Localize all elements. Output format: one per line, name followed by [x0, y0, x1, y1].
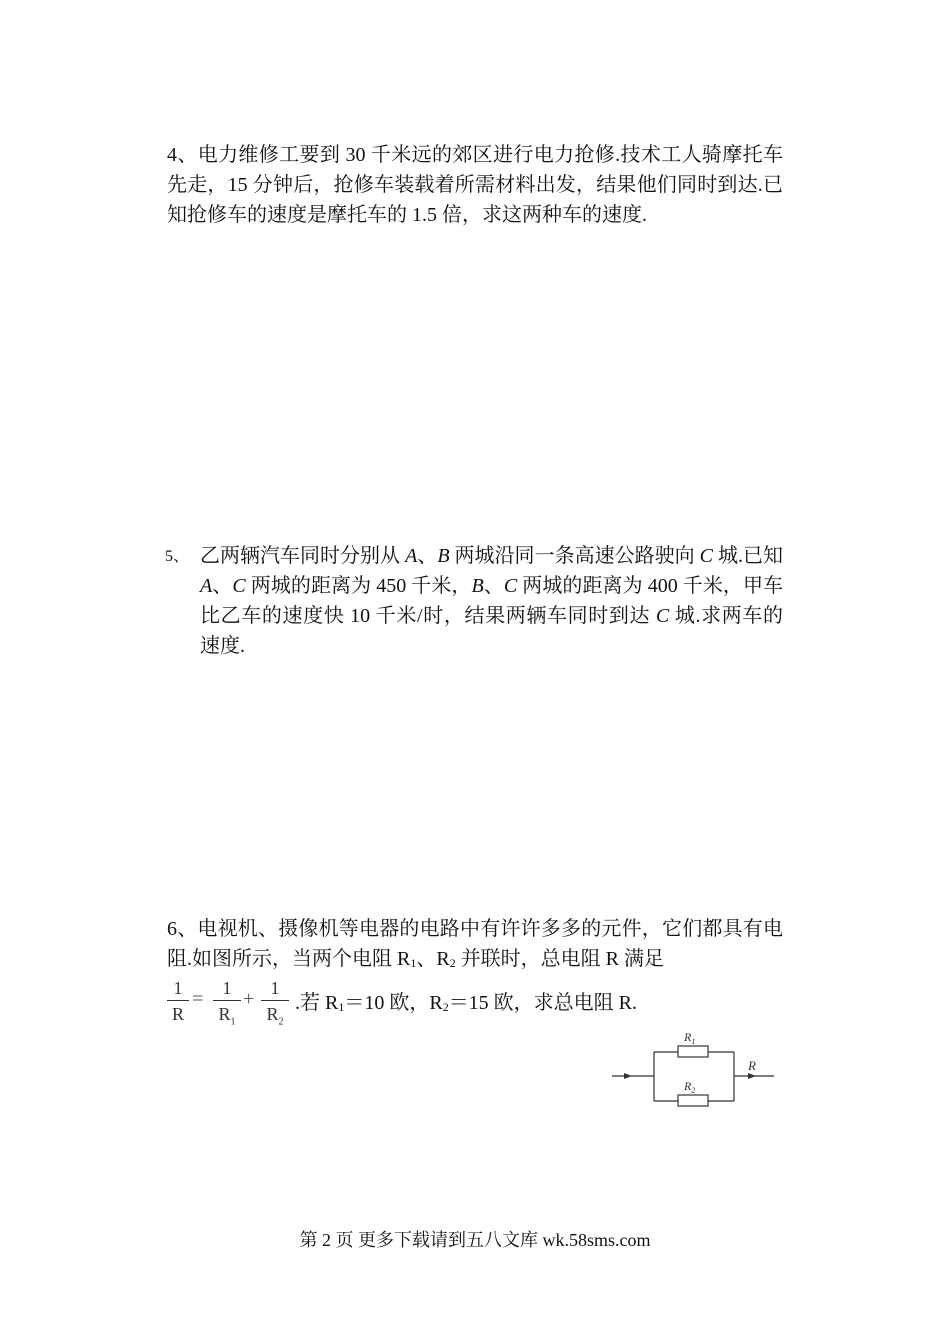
city-c: C	[232, 575, 246, 597]
problem-5-text: 乙两辆汽车同时分别从	[200, 545, 406, 567]
label-r1: $R_1$	[684, 1030, 696, 1046]
problem-6-text: 6、电视机、摄像机等电器的电路中有许许多多的元件，它们都具有电阻.如图所示，当两个电阻 R	[167, 918, 783, 970]
numerator: 1	[173, 978, 183, 998]
label-r2: $R_2$	[684, 1079, 696, 1095]
problem-5-text: 两城的距离为 400 千米，甲车比乙车的速度快 10 千米/时，结果两辆车同时到达	[200, 575, 784, 627]
problem-4-text: 4、电力维修工要到 30 千米远的郊区进行电力抢修.技术工人骑摩托车先走，15 分钟后，抢修车装载着所需材料出发，结果他们同时到达.已知抢修车的速度是摩托车的 1.5 倍，求这两种车的速度.	[167, 144, 783, 226]
subscript: 2	[449, 956, 456, 970]
city-b: B	[471, 575, 484, 597]
equals-sign: =	[192, 988, 204, 1010]
formula-tail-text	[295, 986, 637, 1015]
city-a: A	[405, 545, 418, 567]
city-c: C	[655, 605, 670, 627]
fraction-1-over-r	[167, 976, 189, 1025]
city-a: A	[200, 575, 213, 597]
fraction-1-over-r1	[213, 976, 241, 1028]
problem-5-text: 城.已知	[712, 545, 784, 567]
input-arrow-icon	[624, 1073, 632, 1079]
problem-5-text: 两城的距离为 450 千米，	[245, 575, 472, 597]
fraction-1-over-r2	[261, 976, 289, 1028]
city-c: C	[503, 575, 518, 597]
text: ＝10 欧，R	[344, 992, 443, 1014]
subscript: 2	[278, 1016, 284, 1028]
problem-6-text: 、R	[416, 948, 450, 970]
page-footer: 第 2 页 更多下载请到五八文库 wk.58sms.com	[299, 1230, 651, 1250]
r-symbol: R	[218, 1004, 231, 1024]
problem-6	[167, 914, 783, 978]
parallel-circuit-diagram	[610, 1024, 780, 1110]
problem-5-text: 、	[417, 545, 438, 567]
denominator	[213, 1001, 241, 1028]
city-b: B	[437, 545, 450, 567]
resistor-r2	[678, 1095, 708, 1106]
subscript: 2	[442, 1000, 449, 1014]
denominator: R	[171, 1004, 184, 1024]
problem-5-number: 5、	[165, 548, 190, 565]
problem-5-text: 两城沿同一条高速公路驶向	[449, 545, 700, 567]
denominator	[261, 1001, 289, 1028]
problem-5-text: 、	[483, 575, 504, 597]
text: .若 R	[295, 992, 339, 1014]
problem-5	[200, 541, 783, 661]
subscript: 1	[338, 1000, 345, 1014]
subscript: 1	[230, 1016, 236, 1028]
numerator: 1	[270, 978, 280, 998]
output-arrow-icon	[748, 1073, 756, 1079]
problem-4	[167, 140, 783, 230]
r-symbol: R	[266, 1004, 279, 1024]
text: ＝15 欧，求总电阻 R.	[448, 992, 638, 1014]
problem-5-text: 、	[212, 575, 233, 597]
problem-6-text: 并联时，总电阻 R 满足	[455, 948, 665, 970]
label-r-total: R	[748, 1058, 756, 1073]
numerator: 1	[222, 978, 232, 998]
problem-5-text: 城.求两车的速度.	[200, 605, 784, 657]
plus-sign: +	[243, 988, 255, 1010]
resistor-r1	[678, 1046, 708, 1057]
subscript: 1	[410, 956, 417, 970]
city-c: C	[699, 545, 713, 567]
